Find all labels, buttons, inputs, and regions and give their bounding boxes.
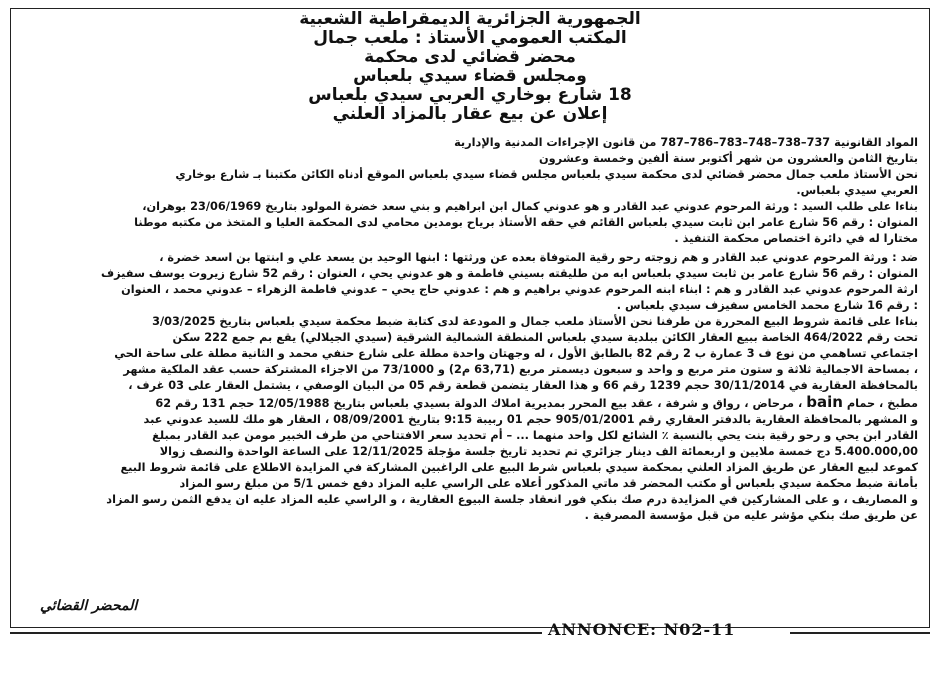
body-line: كموعد لبيع العقار عن طريق المزاد العلني بمحكمة سيدي بلعباس شرط البيع على الراغبين المشاركة في المزايدة الاطلاع على قائمة شروط البيع bbox=[120, 461, 918, 474]
body-line: ، بمساحة الاجمالية ثلاثة و ستون متر مربع و واحد و سبعون ديسمتر مربع (63,71 م2) و 73/1000 من الاجزاء المشتركة حسب عقد الملكية مشهر bbox=[123, 363, 918, 376]
header-line-announcement-title: إعلان عن بيع عقار بالمزاد العلني bbox=[332, 104, 608, 124]
header-line-court: ومجلس قضاء سيدي بلعباس bbox=[353, 66, 587, 86]
body-line: و المصاريف ، و على المشاركين في المزايدة درم صك بنكي فور انعقاد جلسة البيوع العقارية ، و الراسي عليه المزاد عليه ان يدفع الثمن رسو المزاد bbox=[106, 493, 918, 506]
body-line: بناءا على قائمة شروط البيع المحررة من طرفنا نحن الأستاذ ملعب جمال و المودعة لدى كتابة ضبط محكمة سيدي بلعباس بتاريخ 3/03/2025 bbox=[152, 315, 918, 328]
kitchen-line-end: ، مرحاض ، رواق و شرفة ، عقد بيع المحرر بمديرية املاك الدولة بسيدي بلعباس بتاريخ 12/05/1988 حجم 131 رقم 62 bbox=[155, 397, 803, 410]
body-line: تحت رقم 464/2022 الخاصة ببيع العقار الكائن ببلدية سيدي بلعباس المنطقة الشمالية الشرقية (سيدي الجيلالي) يقع بم جمع 222 سكن bbox=[172, 331, 918, 344]
bailiff-signature: المحضر القضائي bbox=[40, 598, 138, 614]
body-line: بتاريخ الثامن والعشرون من شهر أكتوبر سنة ألفين وخمسة وعشرون bbox=[539, 152, 918, 165]
body-line: ضد : ورثة المرحوم عدوني عبد القادر و هم زوجته رحو رقية المتوفاة بعده عن ورثتها : ابنها الوحيد بن يسعد علي و ابنتها بن اسعد خضرة ، bbox=[159, 251, 918, 264]
body-line: بأمانة ضبط محكمة سيدي بلعباس أو مكتب المحضر قد ماتي المذكور أعلاه على الراسي عليه المزاد دفع خمس 5/1 من مبلغ رسو المزاد bbox=[179, 477, 918, 490]
body-line-kitchen bbox=[22, 394, 918, 412]
body-line: المواد القانونية 737–738–748–783–786–787 من قانون الإجراءات المدنية والإدارية bbox=[454, 136, 918, 149]
footer-rule-left bbox=[10, 632, 542, 634]
header-line-republic: الجمهورية الجزائرية الديمقراطية الشعبية bbox=[299, 9, 641, 29]
notice-header bbox=[20, 10, 920, 124]
notice-footer bbox=[0, 618, 940, 644]
footer-rule-right bbox=[790, 632, 930, 634]
body-line: 5.400.000,00 دج خمسة ملايين و اربعمائة الف دينار جزائري تم تحديد تاريخ جلسة مؤجلة 12/11/2025 على الساعة الواحدة والنصف زوالا bbox=[159, 445, 918, 458]
kitchen-line-start: مطبخ ، حمام bbox=[846, 397, 918, 410]
body-line: و المشهر بالمحافظة العقارية بالدفتر العقاري رقم 905/01/2001 حجم 01 ربيبة 9:15 بتاريخ 08/09/2001 ، العقار هو ملك للسيد عدوني عبد bbox=[143, 413, 918, 426]
body-line: اجتماعي تساهمي من نوع ف 3 عمارة ب 2 رقم 82 بالطابق الأول ، له وجهتان واحدة مطلة على شارع حنفي محمد و الثانية مطلة على ساحة الحي bbox=[114, 347, 918, 360]
header-line-office: المكتب العمومي الأستاذ : ملعب جمال bbox=[313, 28, 627, 48]
kitchen-word-bain: bain bbox=[806, 394, 843, 411]
notice-body bbox=[22, 135, 918, 524]
body-line: المنوان : رقم 56 شارع عامر ابن ثابت سيدي بلعباس القائم في حقه الأستاذ برياح بومدين محامي لدى المحكمة العليا و المتخذ من مكتبه موطنا bbox=[134, 216, 918, 229]
annonce-number: ANNONCE: N02-11 bbox=[548, 620, 736, 639]
body-line: عن طريق صك بنكي مؤشر عليه من قبل مؤسسة المصرفية . bbox=[584, 509, 918, 522]
header-line-address: 18 شارع بوخاري العربي سيدي بلعباس bbox=[308, 85, 632, 105]
body-line: نحن الأستاذ ملعب جمال محضر قضائي لدى محكمة سيدي بلعباس مجلس قضاء سيدي بلعباس الموقع أدناه الكائن مكتبنا بـ شارع بوخاري bbox=[175, 168, 918, 181]
body-line: ارثة المرحوم عدوني عبد القادر و هم : ابناء ابنه المرحوم عدوني براهيم و هم : عدوني حاج يحي – عدوني فاطمة الزهراء – عدوني محمد ، العنوان bbox=[121, 283, 918, 296]
body-line: العربي سيدي بلعباس. bbox=[796, 184, 918, 197]
header-line-bailiff: محضر قضائي لدى محكمة bbox=[364, 47, 576, 67]
body-line: القادر ابن يحي و رحو رقية بنت يحي بالنسبة ٪ الشائع لكل واحد منهما ... – أم تحديد سعر الافتتاحي من طرف الخبير مومن عبد القادر بمبلغ bbox=[152, 429, 918, 442]
body-line: المنوان : رقم 56 شارع عامر بن ثابت سيدي بلعباس ابه من طليقته بسيني فاطمة و هو عدوني يحي ، العنوان : رقم 52 شارع زيروت يوسف سفيزف bbox=[101, 267, 918, 280]
body-line: : رقم 16 شارع محمد الخامس سفيزف سيدي بلعباس . bbox=[616, 299, 918, 312]
body-line: مختارا له في دائرة اختصاص محكمة التنفيذ . bbox=[674, 232, 918, 245]
body-line: بناءا على طلب السيد : ورثة المرحوم عدوني عبد القادر و هو عدوني كمال ابن ابراهيم و بني سعد خضرة المولود بتاريخ 23/06/1969 بوهران، bbox=[142, 200, 918, 213]
body-line: بالمحافظة العقارية في 30/11/2014 حجم 1239 رقم 66 و هذا العقار يتضمن قطعة رقم 05 من البيان الوصفي ، يشتمل العقار على 03 غرف ، bbox=[128, 379, 918, 392]
